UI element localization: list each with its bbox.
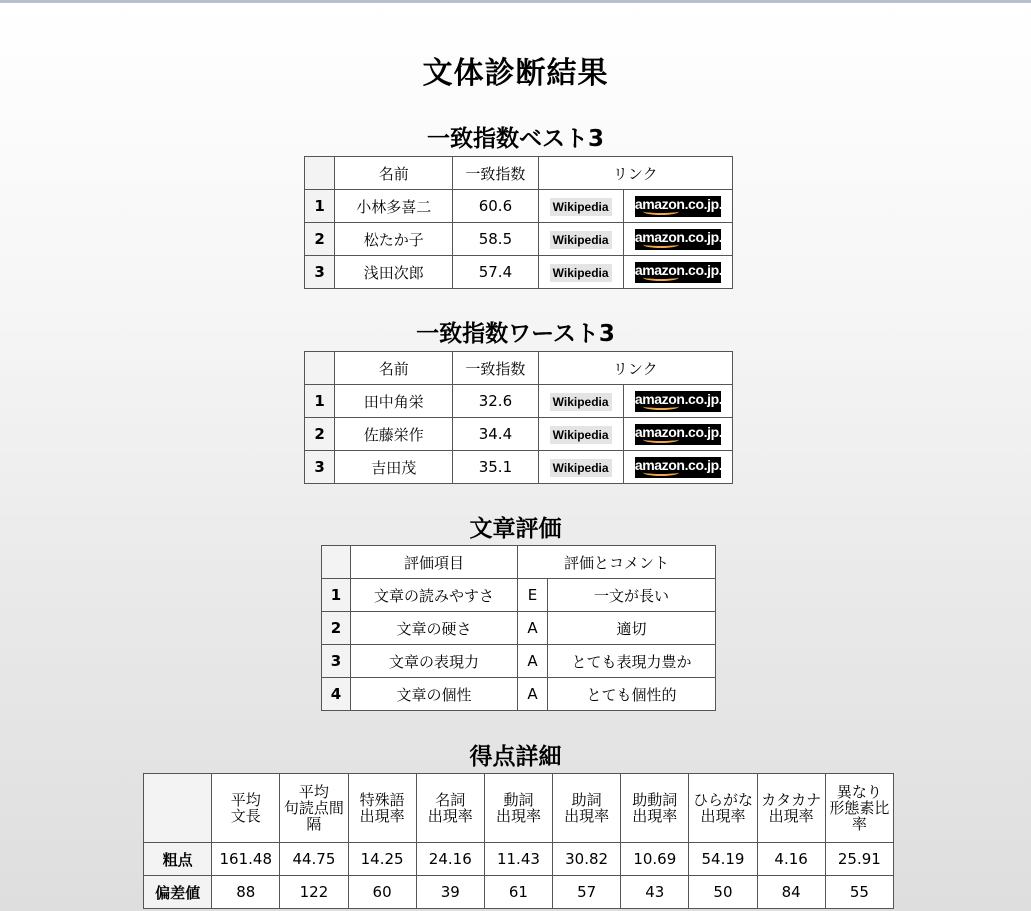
score-value: 14.25: [348, 843, 416, 876]
table-header-row: [144, 774, 894, 843]
score-value: 161.48: [212, 843, 280, 876]
amazon-link[interactable]: [635, 457, 721, 478]
evaluation-comment: 一文が長い: [548, 579, 716, 612]
score-value: 25.91: [825, 843, 893, 876]
amazon-smile-icon: [643, 469, 679, 476]
score-value: 4.16: [757, 843, 825, 876]
score-value: 43: [621, 876, 689, 909]
corner-cell: [305, 157, 335, 190]
wikipedia-link[interactable]: Wikipedia: [550, 426, 612, 444]
column-header-line: 平均: [230, 791, 261, 809]
page-title: 文体診断結果: [422, 56, 609, 91]
table-row: [144, 843, 894, 876]
amazon-logo-text: amazon.co.jp.: [634, 391, 723, 407]
wikipedia-link[interactable]: Wikipedia: [550, 198, 612, 216]
top-border: [0, 0, 1031, 3]
amazon-cell: [623, 190, 732, 223]
wikipedia-cell: [538, 256, 623, 289]
rank-cell: 3: [305, 256, 335, 289]
amazon-link[interactable]: [635, 391, 721, 412]
amazon-link[interactable]: [635, 229, 721, 250]
column-header-line: 助動詞: [632, 791, 678, 809]
author-name: 吉田茂: [335, 451, 453, 484]
table-row: [305, 256, 733, 289]
table-row: [322, 645, 716, 678]
column-header-line: 動詞: [503, 791, 534, 809]
amazon-link[interactable]: [635, 262, 721, 283]
evaluation-comment: 適切: [548, 612, 716, 645]
table-header-row: [305, 352, 733, 385]
amazon-cell: [623, 256, 732, 289]
column-header: [280, 774, 348, 843]
worst-table: [304, 351, 733, 484]
column-header-line: 出現率: [700, 807, 746, 825]
wikipedia-link[interactable]: Wikipedia: [550, 393, 612, 411]
amazon-smile-icon: [643, 436, 679, 443]
table-row: [322, 612, 716, 645]
column-header-line: 出現率: [359, 807, 405, 825]
score-value: 11.43: [484, 843, 552, 876]
wikipedia-cell: [538, 418, 623, 451]
table-header-row: [322, 546, 716, 579]
link-header: リンク: [538, 352, 732, 385]
column-header-line: 助詞: [571, 791, 602, 809]
amazon-cell: [623, 451, 732, 484]
amazon-cell: [623, 223, 732, 256]
score-value: 54.19: [689, 843, 757, 876]
wikipedia-link[interactable]: Wikipedia: [550, 264, 612, 282]
corner-cell: [322, 546, 351, 579]
corner-cell: [305, 352, 335, 385]
evaluation-comment: とても表現力豊か: [548, 645, 716, 678]
column-header-line: 特殊語: [359, 791, 405, 809]
amazon-smile-icon: [643, 403, 679, 410]
match-score: 35.1: [453, 451, 538, 484]
rank-cell: 3: [322, 645, 351, 678]
name-header: 名前: [335, 157, 453, 190]
score-value: 44.75: [280, 843, 348, 876]
column-header: [348, 774, 416, 843]
column-header-line: 句読点間: [283, 799, 344, 817]
amazon-logo-text: amazon.co.jp.: [634, 457, 723, 473]
score-value: 57: [553, 876, 621, 909]
wikipedia-cell: [538, 385, 623, 418]
author-name: 佐藤栄作: [335, 418, 453, 451]
item-header: 評価項目: [351, 546, 518, 579]
wikipedia-link[interactable]: Wikipedia: [550, 231, 612, 249]
table-row: [305, 223, 733, 256]
column-header: [689, 774, 757, 843]
match-score: 34.4: [453, 418, 538, 451]
score-value: 30.82: [553, 843, 621, 876]
name-header: 名前: [335, 352, 453, 385]
column-header-line: 出現率: [564, 807, 610, 825]
score-value: 55: [825, 876, 893, 909]
evaluation-item: 文章の硬さ: [351, 612, 518, 645]
rank-cell: 1: [305, 385, 335, 418]
wikipedia-cell: [538, 190, 623, 223]
comment-header: 評価とコメント: [518, 546, 716, 579]
evaluation-item: 文章の読みやすさ: [351, 579, 518, 612]
amazon-link[interactable]: [635, 424, 721, 445]
column-header-line: カタカナ: [761, 791, 822, 809]
wikipedia-cell: [538, 223, 623, 256]
score-value: 84: [757, 876, 825, 909]
evaluation-grade: E: [518, 579, 548, 612]
match-score: 57.4: [453, 256, 538, 289]
author-name: 松たか子: [335, 223, 453, 256]
evaluation-grade: A: [518, 678, 548, 711]
score-header: 一致指数: [453, 352, 538, 385]
column-header-line: 文長: [230, 807, 261, 825]
column-header-line: 名詞: [435, 791, 466, 809]
column-header-line: 出現率: [768, 807, 814, 825]
author-name: 浅田次郎: [335, 256, 453, 289]
amazon-smile-icon: [643, 241, 679, 248]
evaluation-heading: 文章評価: [469, 516, 562, 542]
table-row: [144, 876, 894, 909]
column-header-line: 形態素比: [829, 799, 890, 817]
wikipedia-cell: [538, 451, 623, 484]
amazon-smile-icon: [643, 208, 679, 215]
rank-cell: 1: [305, 190, 335, 223]
detail-heading: 得点詳細: [469, 744, 562, 770]
score-value: 39: [416, 876, 484, 909]
table-row: [305, 385, 733, 418]
column-header-line: 出現率: [427, 807, 473, 825]
table-row: [305, 418, 733, 451]
column-header: [416, 774, 484, 843]
evaluation-comment: とても個性的: [548, 678, 716, 711]
amazon-logo-text: amazon.co.jp.: [634, 424, 723, 440]
score-header: 一致指数: [453, 157, 538, 190]
column-header-line: 隔: [306, 815, 322, 833]
evaluation-table: [321, 545, 716, 711]
column-header-line: 出現率: [632, 807, 678, 825]
table-row: [322, 678, 716, 711]
score-value: 61: [484, 876, 552, 909]
column-header-line: ひらがな: [692, 791, 753, 809]
column-header: [553, 774, 621, 843]
evaluation-grade: A: [518, 645, 548, 678]
score-value: 24.16: [416, 843, 484, 876]
evaluation-grade: A: [518, 612, 548, 645]
column-header-line: 率: [851, 815, 867, 833]
score-value: 50: [689, 876, 757, 909]
column-header-line: 平均: [298, 783, 329, 801]
amazon-logo-text: amazon.co.jp.: [634, 229, 723, 245]
best-table: [304, 156, 733, 289]
column-header: [212, 774, 280, 843]
amazon-smile-icon: [643, 274, 679, 281]
rank-cell: 2: [305, 223, 335, 256]
row-label: 粗点: [144, 843, 212, 876]
column-header-line: 出現率: [495, 807, 541, 825]
amazon-logo-text: amazon.co.jp.: [634, 196, 723, 212]
row-label: 偏差値: [144, 876, 212, 909]
wikipedia-link[interactable]: Wikipedia: [550, 459, 612, 477]
column-header: [825, 774, 893, 843]
score-value: 88: [212, 876, 280, 909]
amazon-logo-text: amazon.co.jp.: [634, 262, 723, 278]
best-heading: 一致指数ベスト3: [426, 126, 604, 152]
score-value: 60: [348, 876, 416, 909]
column-header: [757, 774, 825, 843]
amazon-cell: [623, 385, 732, 418]
rank-cell: 2: [305, 418, 335, 451]
table-header-row: [305, 157, 733, 190]
amazon-cell: [623, 418, 732, 451]
table-row: [305, 190, 733, 223]
table-row: [305, 451, 733, 484]
amazon-link[interactable]: [635, 196, 721, 217]
score-detail-table: [143, 773, 894, 909]
evaluation-item: 文章の表現力: [351, 645, 518, 678]
link-header: リンク: [538, 157, 732, 190]
author-name: 小林多喜二: [335, 190, 453, 223]
match-score: 32.6: [453, 385, 538, 418]
worst-heading: 一致指数ワースト3: [416, 321, 615, 347]
rank-cell: 2: [322, 612, 351, 645]
score-value: 122: [280, 876, 348, 909]
rank-cell: 4: [322, 678, 351, 711]
author-name: 田中角栄: [335, 385, 453, 418]
rank-cell: 1: [322, 579, 351, 612]
match-score: 58.5: [453, 223, 538, 256]
score-value: 10.69: [621, 843, 689, 876]
table-row: [322, 579, 716, 612]
corner-cell: [144, 774, 212, 843]
match-score: 60.6: [453, 190, 538, 223]
column-header: [621, 774, 689, 843]
column-header: [484, 774, 552, 843]
evaluation-item: 文章の個性: [351, 678, 518, 711]
column-header-line: 異なり: [836, 783, 882, 801]
rank-cell: 3: [305, 451, 335, 484]
